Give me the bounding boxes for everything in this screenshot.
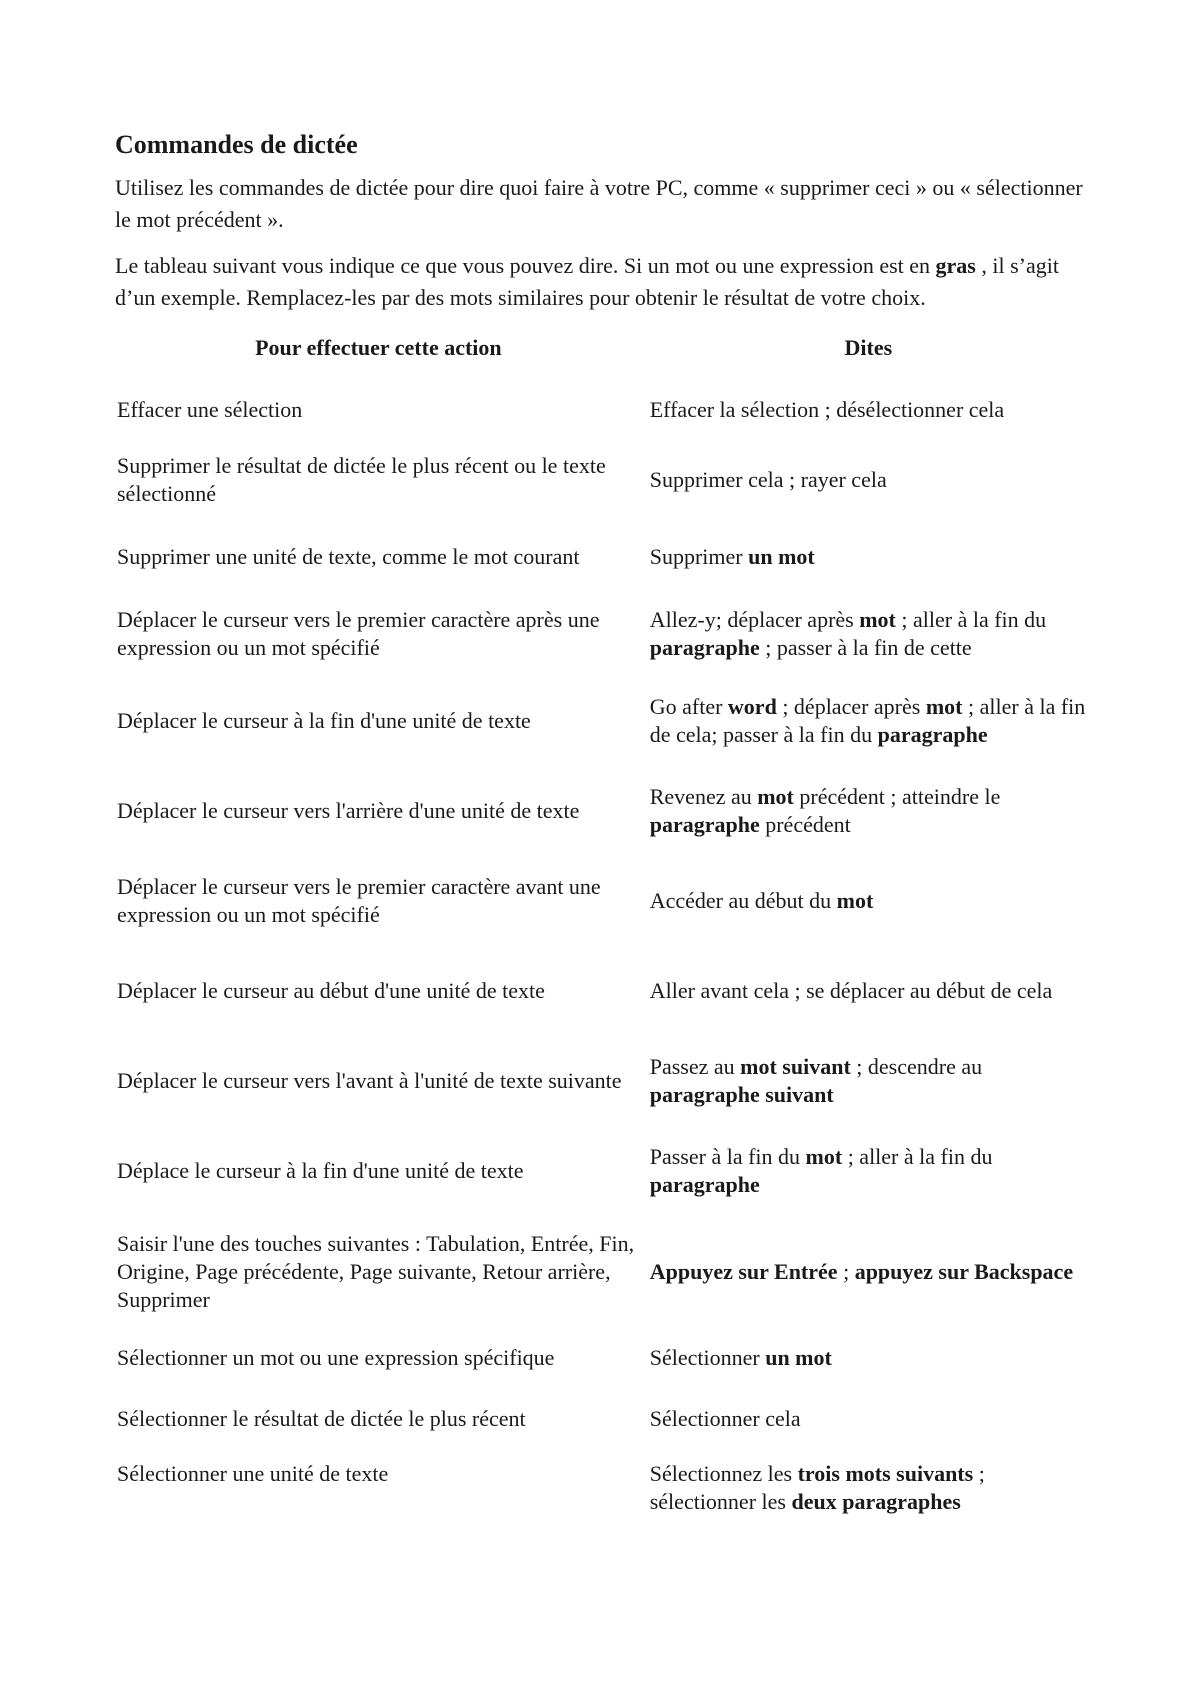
table-row — [115, 1126, 1095, 1216]
say-text: précédent — [759, 812, 851, 837]
action-cell: Sélectionner un mot ou une expression spécifique — [117, 1345, 555, 1370]
say-example-bold: mot — [925, 694, 963, 719]
action-cell: Déplacer le curseur vers l'avant à l'unité de texte suivante — [117, 1068, 622, 1093]
intro-text-after: , il s’agit d’un exemple. Remplacez-les par des mots similaires pour obtenir le résultat de votre choix. — [115, 253, 1059, 310]
say-text: ; aller à la fin du — [895, 607, 1047, 632]
table-row — [115, 766, 1095, 856]
say-example-bold: mot suivant — [740, 1054, 851, 1079]
say-text: précédent ; atteindre le — [793, 784, 1001, 809]
say-example-bold: mot — [757, 784, 794, 809]
table-header-row — [115, 328, 1095, 382]
say-text: Sélectionnez les — [649, 1461, 798, 1486]
say-text: Sélectionner — [649, 1345, 766, 1370]
say-text: ; descendre au — [850, 1054, 983, 1079]
say-text: ; sélectionner les — [649, 1461, 985, 1514]
say-example-bold: Appuyez sur Entrée — [649, 1259, 838, 1284]
say-text: Accéder au début du — [649, 888, 837, 913]
say-text: ; déplacer après — [776, 694, 926, 719]
document-page — [115, 128, 1090, 1530]
say-cell — [642, 1388, 1095, 1450]
say-example-bold: un mot — [765, 1345, 832, 1370]
say-text: Effacer la sélection ; désélectionner cela — [649, 397, 1005, 422]
say-example-bold: paragraphe — [877, 722, 988, 747]
table-row — [115, 1036, 1095, 1126]
column-header-say: Dites — [844, 335, 893, 360]
say-text: ; passer à la fin de cette — [759, 635, 972, 660]
table-row — [115, 592, 1095, 676]
say-text: Supprimer cela ; rayer cela — [649, 467, 887, 492]
action-cell: Déplacer le curseur à la fin d'une unité de texte — [117, 708, 531, 733]
action-cell: Effacer une sélection — [117, 397, 303, 422]
say-cell — [642, 1216, 1095, 1328]
say-text: Aller avant cela ; se déplacer au début de cela — [649, 978, 1053, 1003]
say-cell — [642, 382, 1095, 438]
say-example-bold: mot — [836, 888, 874, 913]
say-text: Sélectionner cela — [649, 1406, 801, 1431]
say-text: Supprimer — [649, 544, 749, 569]
table-row — [115, 676, 1095, 766]
table-row — [115, 1328, 1095, 1388]
say-example-bold: mot — [805, 1144, 843, 1169]
say-cell — [642, 1126, 1095, 1216]
action-cell: Saisir l'une des touches suivantes : Tabulation, Entrée, Fin, Origine, Page précédente, Page suivante, Retour arrière, Supprimer — [117, 1231, 635, 1312]
say-text: ; aller à la fin de cela; passer à la fin du — [649, 694, 1086, 747]
page-title: Commandes de dictée — [115, 130, 358, 159]
say-text: Passez au — [649, 1054, 741, 1079]
say-example-bold: un mot — [748, 544, 815, 569]
say-example-bold: paragraphe — [649, 635, 760, 660]
say-cell — [642, 766, 1095, 856]
say-cell — [642, 1036, 1095, 1126]
say-example-bold: trois mots suivants — [797, 1461, 974, 1486]
say-example-bold: word — [727, 694, 777, 719]
say-cell — [642, 592, 1095, 676]
table-row — [115, 1388, 1095, 1450]
table-row — [115, 946, 1095, 1036]
action-cell: Supprimer une unité de texte, comme le mot courant — [117, 544, 580, 569]
say-example-bold: paragraphe — [649, 812, 760, 837]
column-header-action: Pour effectuer cette action — [255, 335, 502, 360]
table-body — [115, 382, 1095, 1530]
say-cell — [642, 522, 1095, 592]
say-example-bold: paragraphe suivant — [649, 1082, 834, 1107]
intro-text-before: Le tableau suivant vous indique ce que vous pouvez dire. Si un mot ou une expression est en — [115, 253, 936, 278]
intro-bold-example: gras — [935, 253, 976, 278]
say-cell — [642, 676, 1095, 766]
table-row — [115, 382, 1095, 438]
say-cell — [642, 1328, 1095, 1388]
table-row — [115, 522, 1095, 592]
action-cell: Déplacer le curseur vers le premier caractère avant une expression ou un mot spécifié — [117, 874, 601, 927]
say-cell — [642, 946, 1095, 1036]
say-cell — [642, 438, 1095, 522]
table-row — [115, 1216, 1095, 1328]
action-cell: Déplace le curseur à la fin d'une unité de texte — [117, 1158, 524, 1183]
action-cell: Sélectionner une unité de texte — [117, 1461, 389, 1486]
table-row — [115, 856, 1095, 946]
commands-table — [115, 328, 1095, 1530]
say-example-bold: appuyez sur Backspace — [854, 1259, 1074, 1284]
say-cell — [642, 1450, 1095, 1530]
action-cell: Déplacer le curseur vers l'arrière d'une unité de texte — [117, 798, 580, 823]
say-text: ; — [837, 1259, 855, 1284]
say-text: ; aller à la fin du — [842, 1144, 993, 1169]
say-example-bold: mot — [859, 607, 896, 632]
table-row — [115, 438, 1095, 522]
action-cell: Déplacer le curseur vers le premier caractère après une expression ou un mot spécifié — [117, 607, 600, 660]
say-text: Go after — [649, 694, 728, 719]
intro-paragraph-2 — [115, 250, 1090, 314]
action-cell: Sélectionner le résultat de dictée le plus récent — [117, 1406, 526, 1431]
action-cell: Déplacer le curseur au début d'une unité de texte — [117, 978, 545, 1003]
say-text: Allez-y; déplacer après — [649, 607, 860, 632]
say-text: Passer à la fin du — [649, 1144, 806, 1169]
table-row — [115, 1450, 1095, 1530]
say-text: Revenez au — [649, 784, 758, 809]
say-example-bold: paragraphe — [649, 1172, 760, 1197]
say-example-bold: deux paragraphes — [791, 1489, 961, 1514]
intro-paragraph-1: Utilisez les commandes de dictée pour dire quoi faire à votre PC, comme « supprimer ceci » ou « sélectionner le mot précédent ». — [115, 175, 1083, 232]
say-cell — [642, 856, 1095, 946]
action-cell: Supprimer le résultat de dictée le plus récent ou le texte sélectionné — [117, 453, 606, 506]
